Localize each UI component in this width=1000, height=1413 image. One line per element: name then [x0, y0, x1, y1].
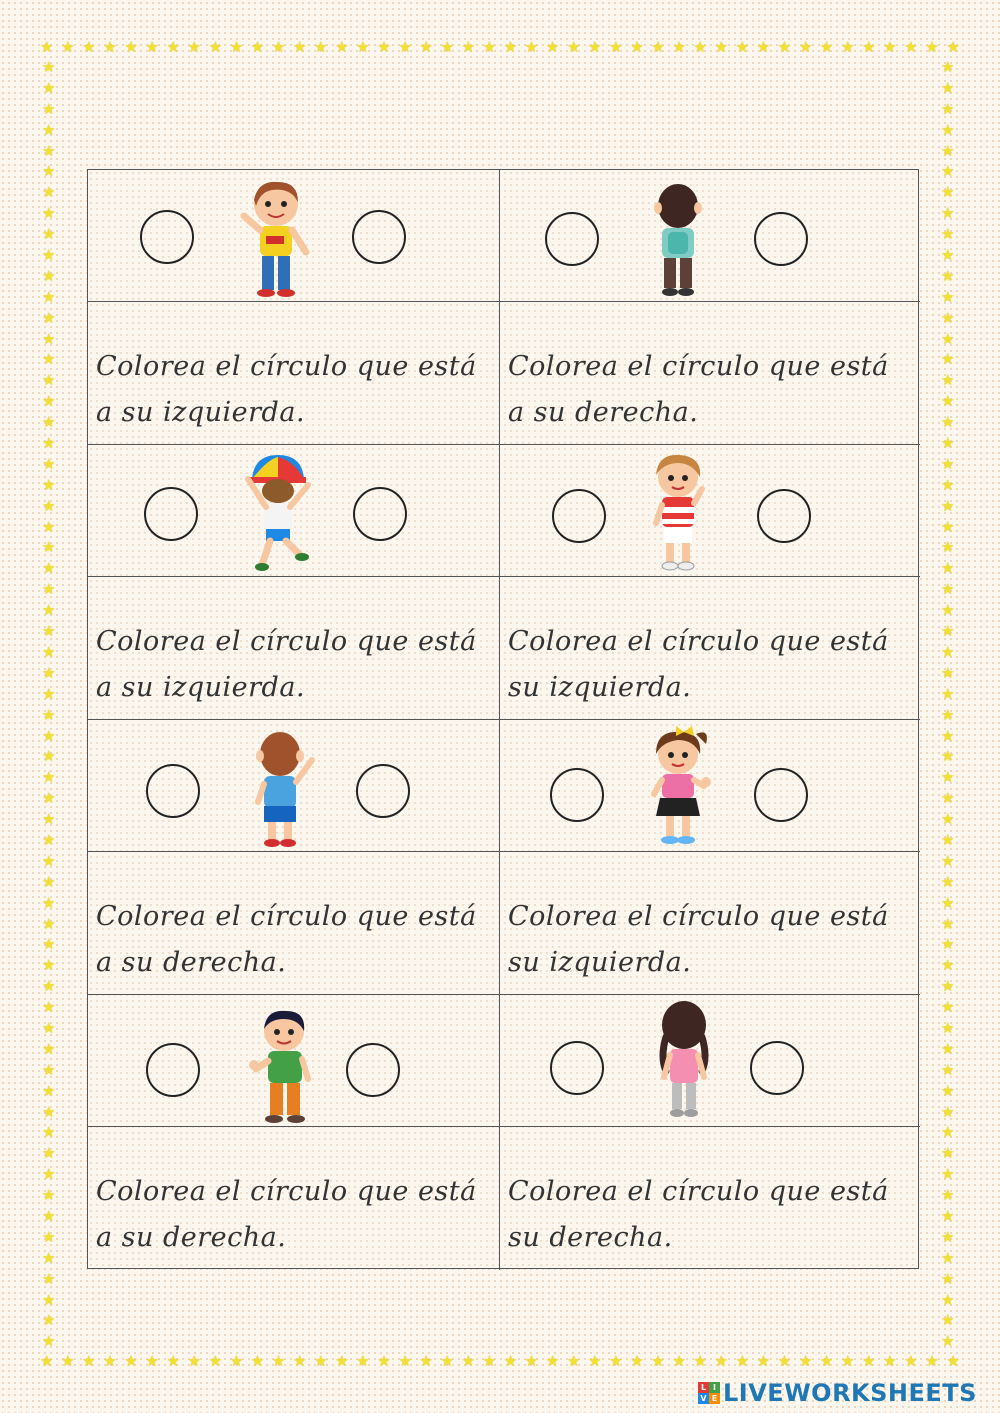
star-icon: ★: [941, 120, 955, 139]
star-icon: ★: [941, 726, 955, 745]
right-circle[interactable]: [356, 764, 410, 818]
star-icon: ★: [904, 38, 918, 56]
star-icon: ★: [588, 38, 602, 56]
star-icon: ★: [42, 1123, 56, 1142]
picture-cell: [500, 720, 920, 852]
star-icon: ★: [42, 1332, 56, 1351]
star-icon: ★: [693, 1352, 707, 1370]
star-icon: ★: [335, 1352, 349, 1370]
star-icon: ★: [840, 1352, 855, 1370]
star-icon: ★: [941, 914, 955, 933]
star-icon: ★: [42, 726, 56, 745]
star-icon: ★: [941, 392, 955, 411]
star-icon: ★: [42, 204, 56, 223]
star-icon: ★: [398, 38, 412, 56]
star-icon: ★: [42, 1060, 56, 1079]
logo-letter-l: L: [698, 1382, 709, 1393]
right-circle[interactable]: [754, 212, 808, 266]
star-icon: ★: [941, 1144, 955, 1163]
star-icon: ★: [941, 601, 955, 620]
star-icon: ★: [42, 1290, 56, 1309]
star-icon: ★: [946, 1352, 960, 1370]
left-circle[interactable]: [140, 210, 194, 264]
star-icon: ★: [42, 1311, 56, 1330]
star-icon: ★: [208, 38, 223, 56]
star-icon: ★: [941, 1186, 955, 1205]
star-icon: ★: [941, 78, 955, 97]
star-icon: ★: [42, 977, 56, 996]
worksheet-table: [87, 169, 919, 1269]
star-icon: ★: [941, 998, 955, 1017]
star-icon: ★: [941, 622, 955, 641]
star-icon: ★: [42, 266, 56, 285]
star-icon: ★: [314, 1352, 328, 1370]
star-icon: ★: [440, 1352, 454, 1370]
instruction-cell: [500, 577, 920, 720]
star-icon: ★: [42, 329, 56, 348]
star-icon: ★: [941, 642, 955, 661]
star-icon: ★: [941, 434, 955, 453]
instruction-cell: [88, 1127, 499, 1270]
star-icon: ★: [42, 1039, 56, 1058]
right-circle[interactable]: [754, 768, 808, 822]
star-icon: ★: [925, 38, 939, 56]
star-icon: ★: [42, 434, 56, 453]
star-icon: ★: [42, 935, 56, 954]
logo-letter-v: V: [698, 1393, 709, 1404]
star-icon: ★: [941, 162, 955, 181]
star-icon: ★: [588, 1352, 602, 1370]
star-icon: ★: [941, 538, 955, 557]
star-border-left: [42, 60, 58, 1350]
star-icon: ★: [42, 810, 56, 829]
star-icon: ★: [61, 38, 75, 56]
instruction-cell: [88, 852, 499, 995]
left-circle[interactable]: [550, 768, 604, 822]
instruction-cell: [500, 1127, 920, 1270]
star-icon: ★: [42, 1081, 56, 1100]
star-icon: ★: [42, 371, 56, 390]
star-icon: ★: [42, 663, 56, 682]
star-icon: ★: [941, 1102, 955, 1121]
star-icon: ★: [42, 1102, 56, 1121]
star-icon: ★: [82, 38, 96, 56]
star-icon: ★: [42, 1186, 56, 1205]
star-icon: ★: [609, 38, 623, 56]
star-icon: ★: [42, 141, 56, 160]
left-circle[interactable]: [144, 487, 198, 541]
star-icon: ★: [42, 58, 56, 76]
star-icon: ★: [735, 38, 750, 56]
star-icon: ★: [42, 287, 56, 306]
star-icon: ★: [166, 38, 180, 56]
star-icon: ★: [798, 1352, 813, 1370]
star-icon: ★: [40, 38, 54, 56]
star-icon: ★: [941, 58, 955, 76]
star-icon: ★: [377, 1352, 391, 1370]
star-icon: ★: [941, 789, 955, 808]
star-icon: ★: [941, 580, 955, 599]
star-icon: ★: [862, 38, 876, 56]
right-circle[interactable]: [750, 1041, 804, 1095]
star-icon: ★: [941, 475, 955, 494]
star-icon: ★: [42, 413, 56, 432]
instruction-cell: [88, 577, 499, 720]
star-icon: ★: [941, 141, 955, 160]
star-icon: ★: [166, 1352, 180, 1370]
star-icon: ★: [630, 38, 644, 56]
star-icon: ★: [42, 78, 56, 97]
star-icon: ★: [377, 38, 391, 56]
star-icon: ★: [941, 371, 955, 390]
star-icon: ★: [941, 977, 955, 996]
star-icon: ★: [819, 38, 834, 56]
star-icon: ★: [314, 38, 328, 56]
left-circle[interactable]: [545, 212, 599, 266]
star-icon: ★: [42, 789, 56, 808]
star-icon: ★: [145, 1352, 159, 1370]
star-icon: ★: [941, 1227, 955, 1246]
picture-cell: [88, 720, 499, 852]
star-border-bottom: [40, 1354, 960, 1370]
star-icon: ★: [103, 1352, 117, 1370]
instruction-text: Colorea el círculo que está a su derecha.: [96, 1176, 477, 1253]
instruction-text: Colorea el círculo que está a su derecha.: [508, 351, 889, 428]
star-icon: ★: [42, 559, 56, 578]
worksheet-column-right: [500, 170, 920, 1270]
star-icon: ★: [941, 1248, 955, 1267]
boy-green-shirt-front-icon: [244, 1003, 324, 1127]
star-icon: ★: [42, 246, 56, 265]
liveworksheets-logo[interactable]: [698, 1380, 977, 1406]
star-icon: ★: [941, 956, 955, 975]
right-circle[interactable]: [346, 1043, 400, 1097]
star-icon: ★: [103, 38, 117, 56]
star-icon: ★: [42, 956, 56, 975]
instruction-text: Colorea el círculo que está su derecha.: [508, 1176, 889, 1253]
star-icon: ★: [42, 99, 56, 118]
logo-letter-e: E: [709, 1393, 720, 1404]
star-icon: ★: [941, 1123, 955, 1142]
boy-blue-shirt-back-icon: [242, 726, 322, 850]
star-icon: ★: [693, 38, 707, 56]
picture-cell: [88, 445, 499, 577]
star-icon: ★: [941, 246, 955, 265]
star-icon: ★: [941, 517, 955, 536]
instruction-cell: [88, 302, 499, 445]
boy-yellow-shirt-front-icon: [236, 176, 316, 300]
star-icon: ★: [925, 1352, 939, 1370]
star-icon: ★: [229, 38, 244, 56]
star-icon: ★: [941, 1039, 955, 1058]
picture-cell: [500, 445, 920, 577]
star-icon: ★: [904, 1352, 918, 1370]
star-icon: ★: [335, 38, 349, 56]
star-icon: ★: [42, 622, 56, 641]
instruction-text: Colorea el círculo que está a su izquierda.: [96, 351, 477, 428]
star-icon: ★: [461, 1352, 476, 1370]
star-icon: ★: [42, 1248, 56, 1267]
star-icon: ★: [124, 1352, 138, 1370]
star-icon: ★: [941, 99, 955, 118]
star-icon: ★: [42, 1206, 56, 1225]
star-icon: ★: [356, 38, 370, 56]
star-icon: ★: [941, 1332, 955, 1351]
star-icon: ★: [356, 1352, 370, 1370]
star-icon: ★: [271, 38, 286, 56]
star-icon: ★: [672, 38, 686, 56]
star-icon: ★: [42, 1165, 56, 1184]
star-icon: ★: [941, 768, 955, 787]
star-icon: ★: [883, 1352, 897, 1370]
star-icon: ★: [941, 454, 955, 473]
boy-red-striped-shirt-front-icon: [638, 449, 718, 573]
star-icon: ★: [941, 225, 955, 244]
star-icon: ★: [419, 1352, 433, 1370]
instruction-text: Colorea el círculo que está su izquierda.: [508, 626, 889, 703]
logo-letter-i: I: [709, 1382, 720, 1393]
star-icon: ★: [292, 38, 307, 56]
star-icon: ★: [42, 914, 56, 933]
star-icon: ★: [941, 266, 955, 285]
right-circle[interactable]: [757, 489, 811, 543]
star-icon: ★: [42, 851, 56, 870]
star-icon: ★: [82, 1352, 96, 1370]
star-icon: ★: [941, 1165, 955, 1184]
star-icon: ★: [42, 1227, 56, 1246]
liveworksheets-icon: [698, 1382, 720, 1404]
star-icon: ★: [941, 559, 955, 578]
star-icon: ★: [42, 454, 56, 473]
star-icon: ★: [941, 1269, 955, 1288]
star-icon: ★: [42, 872, 56, 891]
star-icon: ★: [42, 830, 56, 849]
instruction-cell: [500, 852, 920, 995]
star-icon: ★: [941, 1081, 955, 1100]
picture-cell: [500, 995, 920, 1127]
star-icon: ★: [40, 1352, 54, 1370]
star-icon: ★: [941, 350, 955, 369]
star-icon: ★: [941, 705, 955, 724]
star-icon: ★: [545, 1352, 560, 1370]
star-icon: ★: [229, 1352, 244, 1370]
left-circle[interactable]: [146, 1043, 200, 1097]
star-icon: ★: [482, 1352, 497, 1370]
child-cap-back-climbing-icon: [238, 449, 318, 573]
liveworksheets-wordmark: LIVEWORKSHEETS: [723, 1379, 977, 1407]
star-icon: ★: [672, 1352, 686, 1370]
instruction-text: Colorea el círculo que está a su izquierda.: [96, 626, 477, 703]
star-icon: ★: [941, 893, 955, 912]
star-icon: ★: [145, 38, 159, 56]
star-icon: ★: [840, 38, 855, 56]
star-icon: ★: [651, 38, 665, 56]
star-icon: ★: [777, 1352, 792, 1370]
star-icon: ★: [756, 1352, 771, 1370]
star-icon: ★: [42, 308, 56, 327]
star-icon: ★: [941, 1060, 955, 1079]
star-icon: ★: [941, 413, 955, 432]
star-icon: ★: [941, 684, 955, 703]
star-icon: ★: [503, 38, 518, 56]
instruction-cell: [500, 302, 920, 445]
star-icon: ★: [819, 1352, 834, 1370]
star-icon: ★: [862, 1352, 876, 1370]
star-icon: ★: [735, 1352, 750, 1370]
star-icon: ★: [42, 392, 56, 411]
star-icon: ★: [941, 830, 955, 849]
left-circle[interactable]: [146, 764, 200, 818]
star-icon: ★: [398, 1352, 412, 1370]
star-icon: ★: [482, 38, 497, 56]
star-icon: ★: [941, 183, 955, 202]
instruction-text: Colorea el círculo que está su izquierda.: [508, 901, 889, 978]
star-icon: ★: [941, 1290, 955, 1309]
star-icon: ★: [292, 1352, 307, 1370]
star-icon: ★: [42, 705, 56, 724]
star-icon: ★: [941, 747, 955, 766]
girl-pink-shirt-front-icon: [640, 724, 720, 848]
star-icon: ★: [42, 768, 56, 787]
girl-pigtails-back-icon: [644, 997, 724, 1121]
star-icon: ★: [42, 350, 56, 369]
star-icon: ★: [941, 872, 955, 891]
star-icon: ★: [941, 1018, 955, 1037]
right-circle[interactable]: [353, 487, 407, 541]
star-icon: ★: [187, 1352, 201, 1370]
star-icon: ★: [42, 496, 56, 515]
star-border-top: [40, 40, 960, 56]
star-icon: ★: [941, 308, 955, 327]
star-icon: ★: [651, 1352, 665, 1370]
star-icon: ★: [524, 38, 539, 56]
star-icon: ★: [777, 38, 792, 56]
boy-backpack-back-icon: [638, 176, 718, 300]
star-icon: ★: [440, 38, 454, 56]
star-icon: ★: [61, 1352, 75, 1370]
star-icon: ★: [946, 38, 960, 56]
star-icon: ★: [42, 747, 56, 766]
star-icon: ★: [566, 1352, 581, 1370]
star-icon: ★: [42, 893, 56, 912]
star-icon: ★: [187, 38, 201, 56]
star-icon: ★: [42, 225, 56, 244]
star-icon: ★: [42, 1269, 56, 1288]
left-circle[interactable]: [552, 489, 606, 543]
right-circle[interactable]: [352, 210, 406, 264]
star-icon: ★: [42, 162, 56, 181]
star-icon: ★: [941, 287, 955, 306]
star-icon: ★: [941, 663, 955, 682]
star-icon: ★: [941, 496, 955, 515]
star-icon: ★: [271, 1352, 286, 1370]
picture-cell: [88, 995, 499, 1127]
star-icon: ★: [42, 642, 56, 661]
star-icon: ★: [941, 935, 955, 954]
star-border-right: [941, 60, 957, 1350]
picture-cell: [88, 170, 499, 302]
star-icon: ★: [941, 1311, 955, 1330]
star-icon: ★: [609, 1352, 623, 1370]
star-icon: ★: [941, 810, 955, 829]
star-icon: ★: [42, 1018, 56, 1037]
star-icon: ★: [42, 580, 56, 599]
star-icon: ★: [524, 1352, 539, 1370]
star-icon: ★: [461, 38, 476, 56]
star-icon: ★: [883, 38, 897, 56]
star-icon: ★: [42, 998, 56, 1017]
star-icon: ★: [714, 38, 728, 56]
star-icon: ★: [42, 183, 56, 202]
star-icon: ★: [42, 120, 56, 139]
instruction-text: Colorea el círculo que está a su derecha.: [96, 901, 477, 978]
star-icon: ★: [630, 1352, 644, 1370]
star-icon: ★: [208, 1352, 223, 1370]
star-icon: ★: [250, 1352, 265, 1370]
star-icon: ★: [714, 1352, 728, 1370]
star-icon: ★: [42, 1144, 56, 1163]
star-icon: ★: [124, 38, 138, 56]
star-icon: ★: [941, 204, 955, 223]
star-icon: ★: [419, 38, 433, 56]
star-icon: ★: [250, 38, 265, 56]
star-icon: ★: [42, 684, 56, 703]
star-icon: ★: [941, 851, 955, 870]
picture-cell: [500, 170, 920, 302]
star-icon: ★: [941, 1206, 955, 1225]
star-icon: ★: [798, 38, 813, 56]
star-icon: ★: [941, 329, 955, 348]
star-icon: ★: [503, 1352, 518, 1370]
left-circle[interactable]: [550, 1041, 604, 1095]
star-icon: ★: [545, 38, 560, 56]
star-icon: ★: [756, 38, 771, 56]
star-icon: ★: [42, 517, 56, 536]
star-icon: ★: [42, 475, 56, 494]
star-icon: ★: [42, 538, 56, 557]
star-icon: ★: [566, 38, 581, 56]
star-icon: ★: [42, 601, 56, 620]
worksheet-column-left: [88, 170, 500, 1270]
